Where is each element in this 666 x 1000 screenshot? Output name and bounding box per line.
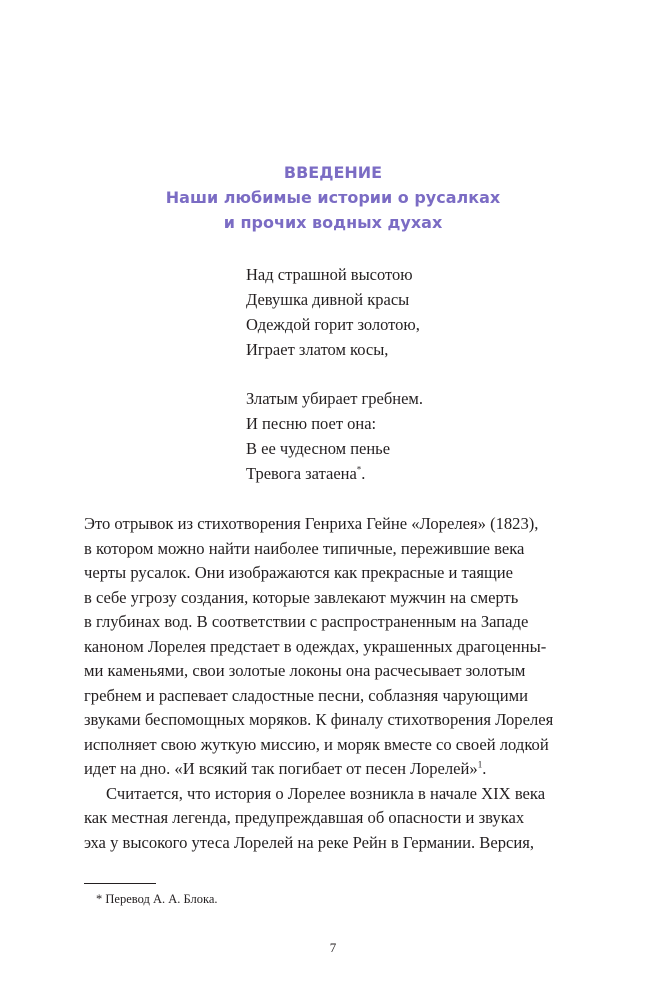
body-line-text: идет на дно. «И всякий так погибает от песен Лорелей» (84, 759, 478, 778)
body-line-with-endnote (84, 757, 584, 782)
body-line: исполняет свою жуткую миссию, и моряк вместе со своей лодкой (84, 734, 549, 754)
body-line: каноном Лорелея предстает в одеждах, украшенных драгоценны- (84, 636, 547, 656)
body-line: ми каменьями, свои золотые локоны она расчесывает золотым (84, 661, 526, 680)
body-line-end: . (482, 759, 487, 778)
page-number: 7 (329, 940, 337, 955)
footnote-divider (84, 883, 156, 884)
poem-epigraph (246, 262, 423, 510)
body-line: в себе угрозу создания, которые завлекают мужчин на смерть (84, 587, 519, 607)
chapter-title: ВВЕДЕНИЕ (283, 163, 383, 182)
chapter-subtitle-line-1: Наши любимые истории о русалках (165, 188, 501, 207)
body-line: звуками беспомощных моряков. К финалу стихотворения Лорелея (84, 710, 554, 729)
poem-stanza-1 (246, 262, 423, 362)
paragraph-2-line: эха у высокого утеса Лорелей на реке Рейн в Германии. Версия, (84, 832, 535, 852)
poem-line-last (246, 461, 423, 486)
poem-line: Играет златом косы, (246, 340, 389, 359)
paragraph-2-line: Считается, что история о Лорелее возникла в начале XIX века (106, 783, 546, 803)
poem-line: В ее чудесном пенье (246, 439, 391, 458)
poem-line: Девушка дивной красы (246, 290, 410, 309)
footnote: * Перевод А. А. Блока. (96, 892, 218, 906)
paragraph-2-line: как местная легенда, предупреждавшая об опасности и звуках (84, 808, 525, 827)
body-line: в котором можно найти наиболее типичные, пережившие века (84, 538, 525, 558)
chapter-heading (0, 160, 666, 235)
body-line: гребнем и распевает сладостные песни, соблазняя чарующими (84, 685, 528, 705)
body-line: Это отрывок из стихотворения Генриха Гейне «Лорелея» (1823), (84, 514, 539, 533)
endnote-marker: 1 (477, 759, 483, 770)
poem-line-text: Тревога затаена (246, 464, 357, 483)
chapter-subtitle-line-2: и прочих водных духах (223, 213, 443, 232)
body-line: в глубинах вод. В соответствии с распространенным на Западе (84, 612, 529, 631)
poem-stanza-2 (246, 386, 423, 486)
poem-line-end: . (361, 464, 366, 483)
body-line: черты русалок. Они изображаются как прекрасные и таящие (84, 563, 514, 582)
poem-line: Над страшной высотою (246, 265, 413, 284)
poem-line: Златым убирает гребнем. (246, 389, 423, 408)
poem-line: Одеждой горит золотою, (246, 315, 420, 334)
poem-line: И песню поет она: (246, 414, 377, 433)
body-text (84, 512, 584, 855)
footnote-marker: * (356, 464, 362, 475)
